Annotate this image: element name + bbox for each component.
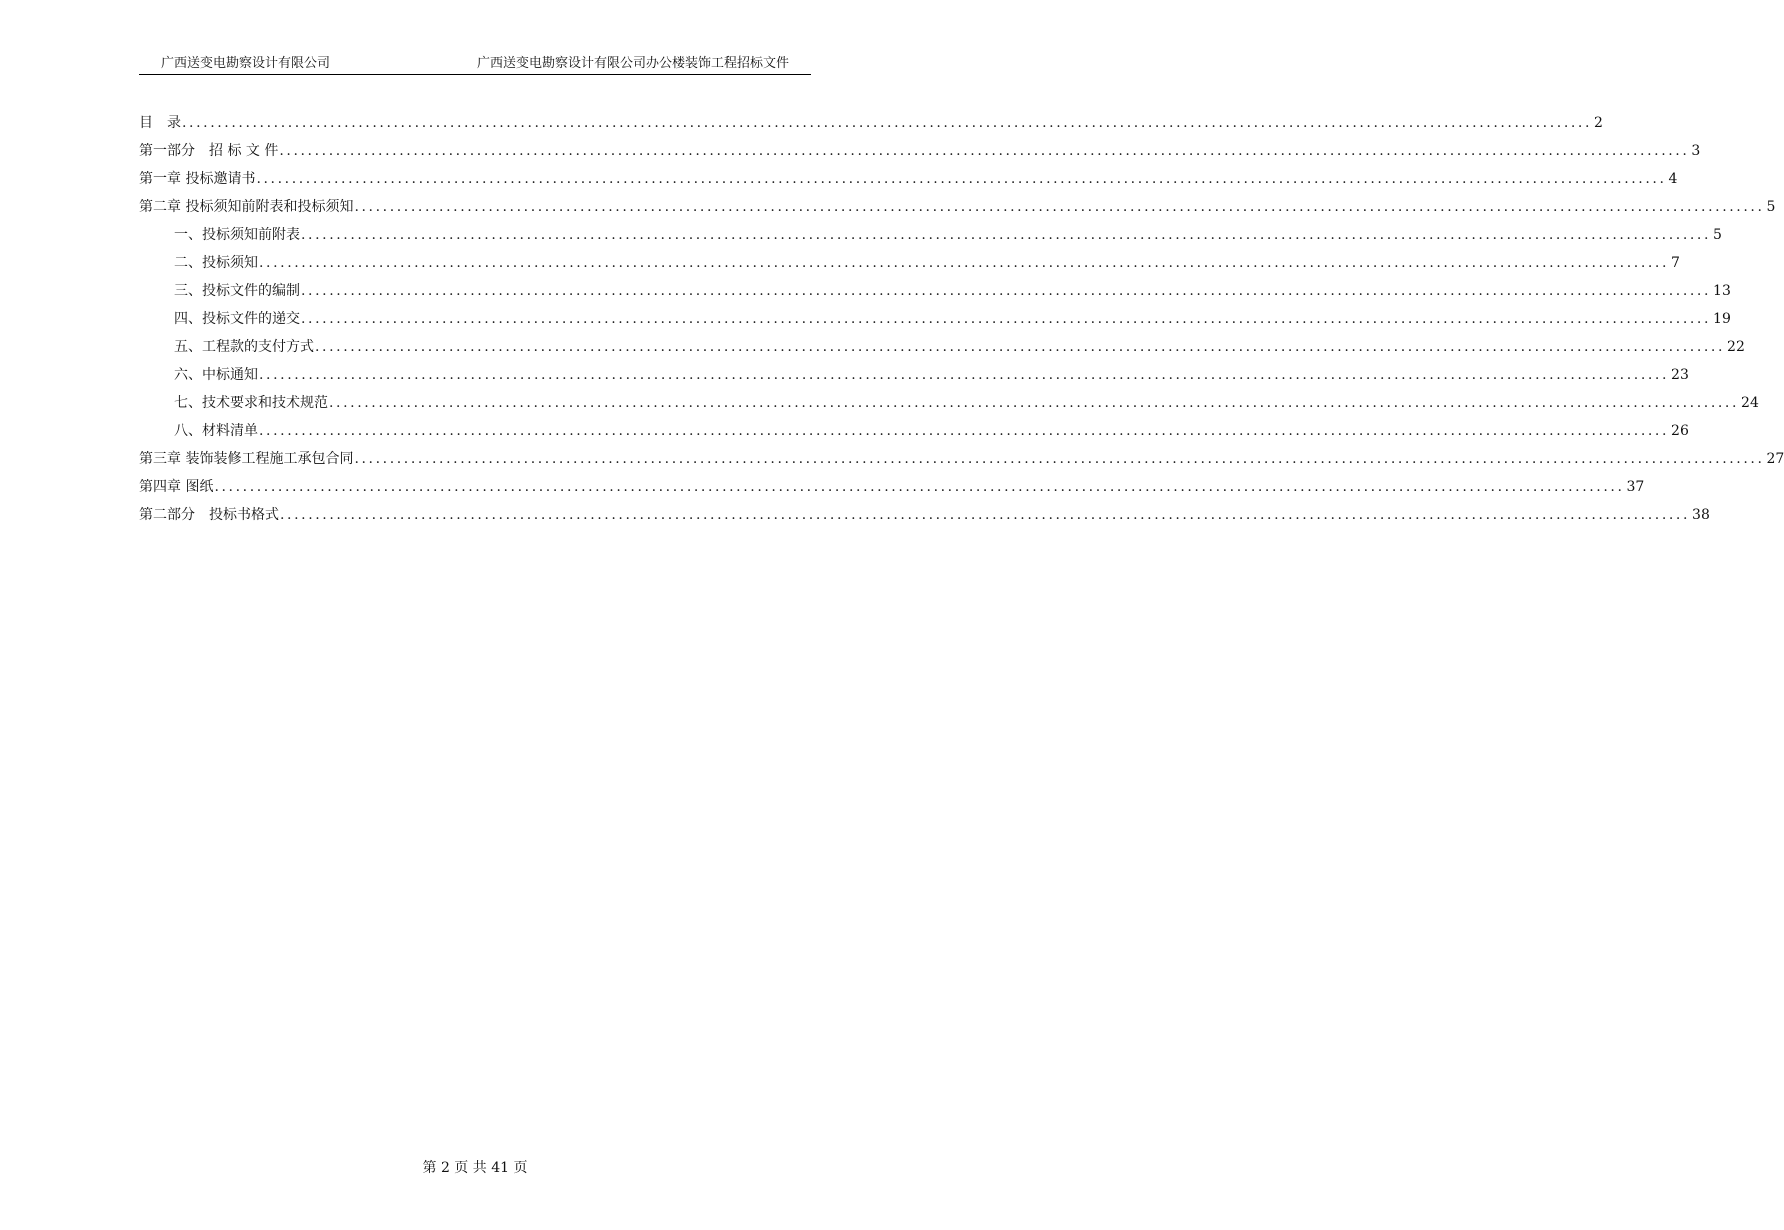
toc-leader-dots: ........................................................................................................................................................................................................ bbox=[259, 255, 1670, 271]
toc-entry-label: 一、投标须知前附表 bbox=[174, 227, 300, 243]
toc-entry[interactable] bbox=[139, 169, 1678, 197]
toc-leader-dots: ........................................................................................................................................................................................................ bbox=[259, 367, 1670, 383]
toc-leader-dots: ........................................................................................................................................................................................................ bbox=[354, 199, 1765, 215]
toc-entry-page: 19 bbox=[1713, 311, 1731, 327]
toc-entry-page: 23 bbox=[1671, 367, 1689, 383]
toc-entry-page: 5 bbox=[1713, 227, 1722, 243]
toc-entry-label: 第三章 装饰装修工程施工承包合同 bbox=[139, 451, 354, 467]
toc-entry-label: 四、投标文件的递交 bbox=[174, 311, 300, 327]
toc-entry[interactable] bbox=[139, 197, 1776, 225]
toc-entry-page: 27 bbox=[1766, 451, 1784, 467]
toc-entry-page: 2 bbox=[1594, 115, 1603, 131]
toc-entry[interactable] bbox=[139, 281, 1731, 309]
toc-entry[interactable] bbox=[139, 393, 1759, 421]
toc-entry[interactable] bbox=[139, 365, 1689, 393]
header-document-title: 广西送变电勘察设计有限公司办公楼装饰工程招标文件 bbox=[476, 56, 789, 71]
table-of-contents bbox=[139, 113, 1784, 533]
toc-entry[interactable] bbox=[139, 449, 1784, 477]
toc-entry-label: 目 录 bbox=[139, 115, 181, 131]
toc-entry[interactable] bbox=[139, 421, 1689, 449]
toc-entry[interactable] bbox=[139, 253, 1680, 281]
toc-entry-label: 二、投标须知 bbox=[174, 255, 258, 271]
toc-entry-label: 五、工程款的支付方式 bbox=[174, 339, 314, 355]
toc-entry-page: 3 bbox=[1691, 143, 1701, 159]
toc-entry-label: 七、技术要求和技术规范 bbox=[174, 395, 328, 411]
toc-entry-label: 六、中标通知 bbox=[174, 367, 258, 383]
toc-leader-dots: ........................................................................................................................................................................................................ bbox=[329, 395, 1740, 411]
toc-entry-page: 7 bbox=[1671, 255, 1680, 271]
toc-entry[interactable] bbox=[139, 309, 1731, 337]
toc-entry-page: 24 bbox=[1741, 395, 1759, 411]
page-footer: 第 2 页 共 41 页 bbox=[422, 1160, 528, 1176]
toc-entry[interactable] bbox=[139, 225, 1722, 253]
page-header bbox=[139, 56, 811, 75]
toc-entry-label: 第四章 图纸 bbox=[139, 479, 214, 495]
toc-entry-label: 第一章 投标邀请书 bbox=[139, 171, 256, 187]
toc-leader-dots: ........................................................................................................................................................................................................ bbox=[279, 143, 1690, 159]
toc-entry[interactable] bbox=[139, 113, 1603, 141]
toc-entry-page: 37 bbox=[1626, 479, 1645, 495]
header-company-name: 广西送变电勘察设计有限公司 bbox=[161, 56, 331, 71]
toc-entry-page: 5 bbox=[1766, 199, 1776, 215]
toc-entry[interactable] bbox=[139, 337, 1745, 365]
toc-leader-dots: ........................................................................................................................................................................................................ bbox=[354, 451, 1765, 467]
toc-entry-page: 13 bbox=[1713, 283, 1731, 299]
toc-entry[interactable] bbox=[139, 505, 1710, 533]
toc-entry[interactable] bbox=[139, 477, 1645, 505]
toc-entry-page: 22 bbox=[1727, 339, 1745, 355]
toc-entry-label: 第二章 投标须知前附表和投标须知 bbox=[139, 199, 354, 215]
toc-leader-dots: ........................................................................................................................................................................................................ bbox=[301, 227, 1712, 243]
toc-leader-dots: ........................................................................................................................................................................................................ bbox=[301, 311, 1712, 327]
toc-entry-page: 4 bbox=[1668, 171, 1678, 187]
toc-entry[interactable] bbox=[139, 141, 1701, 169]
toc-entry-label: 第二部分 投标书格式 bbox=[139, 507, 279, 523]
toc-leader-dots: ........................................................................................................................................................................................................ bbox=[256, 171, 1667, 187]
toc-leader-dots: ........................................................................................................................................................................................................ bbox=[315, 339, 1726, 355]
toc-leader-dots: ........................................................................................................................................................................................................ bbox=[259, 423, 1670, 439]
toc-entry-label: 三、投标文件的编制 bbox=[174, 283, 300, 299]
toc-entry-label: 第一部分 招 标 文 件 bbox=[139, 143, 279, 159]
toc-leader-dots: ........................................................................................................................................................................................................ bbox=[182, 115, 1593, 131]
toc-entry-page: 38 bbox=[1692, 507, 1710, 523]
toc-entry-page: 26 bbox=[1671, 423, 1689, 439]
toc-leader-dots: ........................................................................................................................................................................................................ bbox=[301, 283, 1712, 299]
toc-entry-label: 八、材料清单 bbox=[174, 423, 258, 439]
toc-leader-dots: ........................................................................................................................................................................................................ bbox=[280, 507, 1691, 523]
toc-leader-dots: ........................................................................................................................................................................................................ bbox=[214, 479, 1625, 495]
